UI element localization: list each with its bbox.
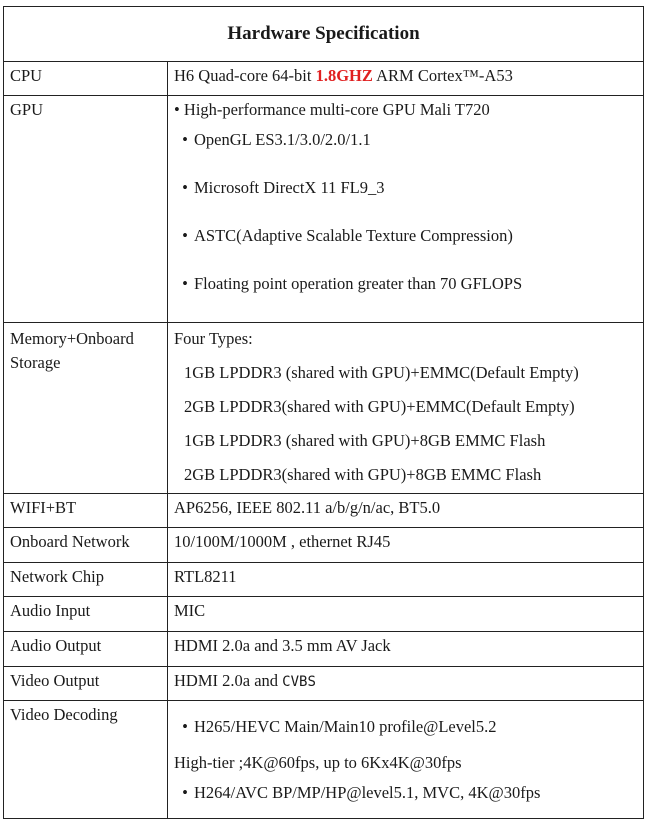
gpu-feature-text: OpenGL ES3.1/3.0/2.0/1.1: [194, 130, 371, 149]
network-chip-label: Network Chip: [4, 563, 168, 597]
video-output-label: Video Output: [4, 667, 168, 701]
cpu-row: [4, 62, 644, 96]
video-decoding-row: [4, 701, 644, 819]
video-output-value: [168, 667, 644, 701]
table-title: Hardware Specification: [4, 7, 644, 62]
audio-output-value: HDMI 2.0a and 3.5 mm AV Jack: [168, 632, 644, 667]
cpu-label: CPU: [4, 62, 168, 96]
video-codec-detail: High-tier ;4K@60fps, up to 6Kx4K@30fps: [174, 753, 462, 772]
bullet-icon: •: [182, 783, 188, 802]
memory-row: [4, 323, 644, 494]
gpu-feature: [174, 100, 637, 130]
title-row: [4, 7, 644, 62]
wifi-label: WIFI+BT: [4, 494, 168, 528]
bullet-icon: •: [182, 178, 188, 197]
gpu-row: [4, 96, 644, 323]
network-chip-row: [4, 563, 644, 597]
hardware-spec-table: [3, 6, 644, 819]
memory-heading: Four Types:: [174, 329, 253, 348]
cpu-value: [168, 62, 644, 96]
cpu-value-post: ARM Cortex™-A53: [372, 66, 513, 85]
video-codec-item: [174, 783, 637, 809]
memory-option: 2GB LPDDR3(shared with GPU)+8GB EMMC Flash: [184, 465, 542, 484]
gpu-feature: [174, 178, 637, 226]
gpu-feature: [174, 274, 637, 302]
gpu-label: GPU: [4, 96, 168, 323]
network-chip-value: RTL8211: [168, 563, 644, 597]
cpu-frequency: 1.8GHZ: [315, 66, 373, 85]
spec-sheet: [3, 6, 643, 819]
network-label: Onboard Network: [4, 528, 168, 563]
audio-output-label: Audio Output: [4, 632, 168, 667]
gpu-feature: [174, 130, 637, 178]
gpu-feature-text: Microsoft DirectX 11 FL9_3: [194, 178, 385, 197]
memory-label-line: Storage: [10, 353, 61, 372]
gpu-value: [168, 96, 644, 323]
video-output-row: [4, 667, 644, 701]
audio-input-value: MIC: [168, 597, 644, 632]
wifi-value: AP6256, IEEE 802.11 a/b/g/n/ac, BT5.0: [168, 494, 644, 528]
gpu-feature-text: High-performance multi-core GPU Mali T720: [183, 100, 490, 119]
video-codec-text: H264/AVC BP/MP/HP@level5.1, MVC, 4K@30fps: [194, 783, 541, 802]
video-decoding-value: [168, 701, 644, 819]
video-codec-item: [174, 717, 637, 753]
bullet-icon: •: [182, 717, 188, 736]
memory-label: [4, 323, 168, 494]
video-output-cvbs: CVBS: [282, 674, 316, 690]
memory-option: 1GB LPDDR3 (shared with GPU)+8GB EMMC Flash: [184, 431, 546, 450]
audio-output-row: [4, 632, 644, 667]
gpu-feature: [174, 226, 637, 274]
bullet-icon: •: [182, 130, 188, 149]
video-output-text: HDMI 2.0a and: [174, 671, 283, 690]
audio-input-row: [4, 597, 644, 632]
audio-input-label: Audio Input: [4, 597, 168, 632]
memory-option: 1GB LPDDR3 (shared with GPU)+EMMC(Default Empty): [184, 363, 579, 382]
bullet-icon: •: [182, 226, 188, 245]
memory-option: 2GB LPDDR3(shared with GPU)+EMMC(Default Empty): [184, 397, 575, 416]
network-value: 10/100M/1000M , ethernet RJ45: [168, 528, 644, 563]
bullet-icon: •: [182, 274, 188, 293]
network-row: [4, 528, 644, 563]
video-decoding-label: Video Decoding: [4, 701, 168, 819]
memory-value: [168, 323, 644, 494]
wifi-row: [4, 494, 644, 528]
bullet-icon: •: [174, 100, 180, 119]
video-codec-text: H265/HEVC Main/Main10 profile@Level5.2: [194, 717, 497, 736]
gpu-feature-text: ASTC(Adaptive Scalable Texture Compression): [194, 226, 513, 245]
cpu-value-pre: H6 Quad-core 64-bit: [174, 66, 316, 85]
memory-label-line: Memory+Onboard: [10, 329, 134, 348]
gpu-feature-text: Floating point operation greater than 70 GFLOPS: [194, 274, 523, 293]
